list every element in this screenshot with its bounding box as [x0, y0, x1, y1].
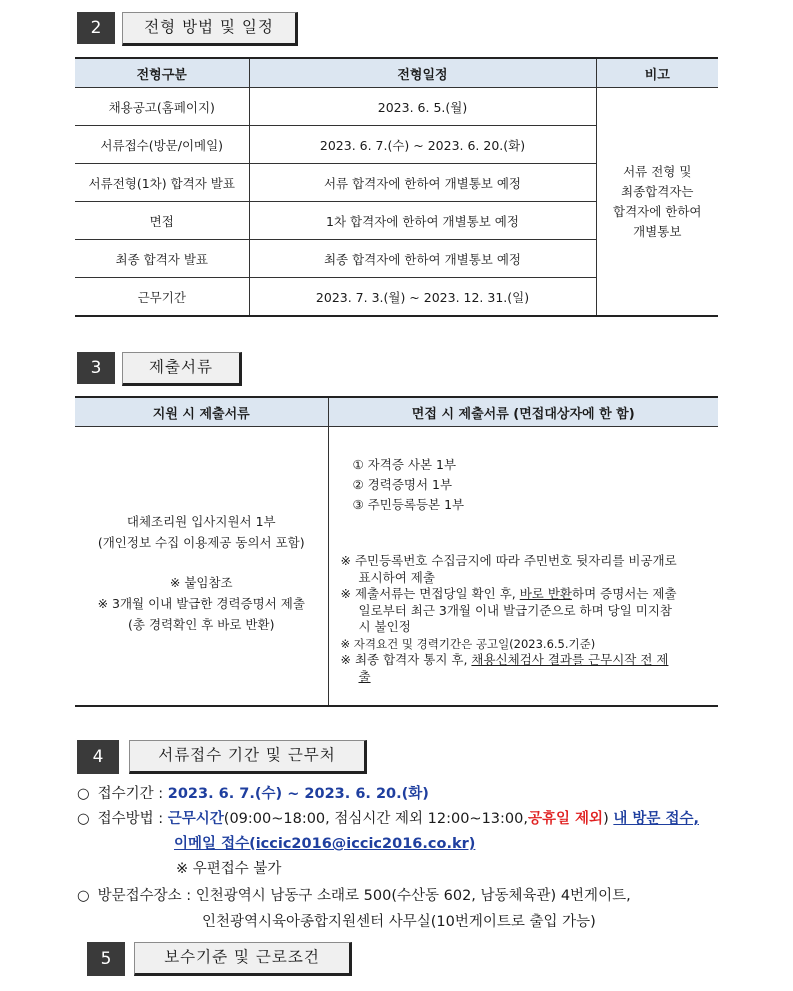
column-header: 전형구분 [75, 58, 249, 88]
schedule-type: 최종 합격자 발표 [75, 240, 249, 278]
section-number: 5 [87, 942, 125, 976]
table-row [75, 88, 718, 126]
interview-documents-cell [328, 427, 718, 707]
reception-period [77, 782, 429, 807]
schedule-date: 1차 합격자에 한하여 개별통보 예정 [249, 202, 596, 240]
schedule-type: 서류접수(방문/이메일) [75, 126, 249, 164]
method-hours: (09:00~18:00, 점심시간 제외 12:00~13:00, [223, 811, 528, 827]
apply-line: (총 경력확인 후 바로 반환) [128, 617, 275, 632]
section-title: 전형 방법 및 일정 [122, 12, 298, 46]
reception-place [77, 884, 631, 909]
schedule-type: 면접 [75, 202, 249, 240]
documents-table [75, 396, 718, 707]
apply-documents-cell [75, 427, 328, 707]
interview-item: ② 경력증명서 1부 [352, 477, 453, 492]
section-5-header [87, 942, 355, 974]
schedule-type: 근무기간 [75, 278, 249, 317]
column-header: 지원 시 제출서류 [75, 397, 328, 427]
method-close: ) [603, 811, 614, 827]
place-line: 인천광역시 남동구 소래로 500(수산동 602, 남동체육관) 4번게이트, [195, 888, 631, 904]
schedule-date: 2023. 6. 5.(월) [249, 88, 596, 126]
note-line: 개별통보 [633, 223, 682, 239]
period-label: 접수기간 : [97, 786, 168, 802]
reception-method [77, 807, 699, 832]
apply-line: ※ 3개월 이내 발급한 경력증명서 제출 [97, 596, 305, 611]
method-hours-label: 근무시간 [167, 811, 224, 827]
column-header: 비고 [596, 58, 718, 88]
method-note: ※ 우편접수 불가 [176, 861, 282, 877]
section-4-header [77, 740, 369, 772]
table-header-row [75, 58, 718, 88]
place-label: 방문접수장소 : [97, 888, 196, 904]
section-title: 제출서류 [122, 352, 242, 386]
section-number: 2 [77, 12, 115, 44]
note-line: 서류 전형 및 [623, 163, 692, 179]
section-number: 4 [77, 740, 119, 774]
column-header: 전형일정 [249, 58, 596, 88]
reception-method-note [174, 857, 281, 882]
circle-bullet-icon: ○ [77, 786, 90, 802]
schedule-date: 서류 합격자에 한하여 개별통보 예정 [249, 164, 596, 202]
apply-line: 대체조리원 입사지원서 1부 [126, 514, 276, 529]
reception-place-2 [202, 910, 596, 935]
period-value: 2023. 6. 7.(수) ~ 2023. 6. 20.(화) [167, 786, 429, 802]
schedule-date: 2023. 7. 3.(월) ~ 2023. 12. 31.(일) [249, 278, 596, 317]
note-text: ※ 최종 합격자 통지 후, 채용신체검사 결과를 근무시작 전 제출 [340, 652, 669, 684]
schedule-note [596, 88, 718, 317]
schedule-type: 서류전형(1차) 합격자 발표 [75, 164, 249, 202]
section-2-header [77, 12, 297, 44]
note-text: ※ 제출서류는 면접당일 확인 후, 바로 반환하며 증명서는 제출일로부터 최근 3개월 이내 발급기준으로 하며 당일 미지참시 불인정 [340, 586, 677, 634]
method-label: 접수방법 : [97, 811, 168, 827]
email-link[interactable]: 이메일 접수(iccic2016@iccic2016.co.kr) [174, 836, 476, 852]
table-header-row [75, 397, 718, 427]
schedule-table [75, 57, 718, 317]
table-row [75, 427, 718, 707]
schedule-date: 2023. 6. 7.(수) ~ 2023. 6. 20.(화) [249, 126, 596, 164]
place-line: 인천광역시육아종합지원센터 사무실(10번게이트로 출입 가능) [202, 914, 596, 930]
circle-bullet-icon: ○ [77, 888, 90, 904]
note-line: 합격자에 한하여 [613, 203, 702, 219]
schedule-date: 최종 합격자에 한하여 개별통보 예정 [249, 240, 596, 278]
circle-bullet-icon: ○ [77, 811, 90, 827]
interview-item: ① 자격증 사본 1부 [352, 457, 457, 472]
reception-email [174, 832, 475, 857]
section-title: 서류접수 기간 및 근무처 [129, 740, 367, 774]
schedule-type: 채용공고(홈페이지) [75, 88, 249, 126]
method-visit: 내 방문 접수, [613, 811, 699, 827]
note-text: ※ 주민등록번호 수집금지에 따라 주민번호 뒷자리를 비공개로 표시하여 제출 [340, 553, 677, 585]
apply-line: (개인정보 수집 이용제공 동의서 포함) [97, 535, 305, 550]
section-title: 보수기준 및 근로조건 [134, 942, 352, 976]
method-holiday: 공휴일 제외 [527, 811, 604, 827]
note-text: ※ 자격요건 및 경력기간은 공고일(2023.6.5.기준) [340, 636, 596, 651]
section-3-header [77, 352, 247, 384]
column-header: 면접 시 제출서류 (면접대상자에 한 함) [328, 397, 718, 427]
interview-item: ③ 주민등록등본 1부 [352, 497, 465, 512]
note-line: 최종합격자는 [621, 183, 694, 199]
apply-ref: ※ 붙임참조 [169, 575, 233, 590]
section-number: 3 [77, 352, 115, 384]
